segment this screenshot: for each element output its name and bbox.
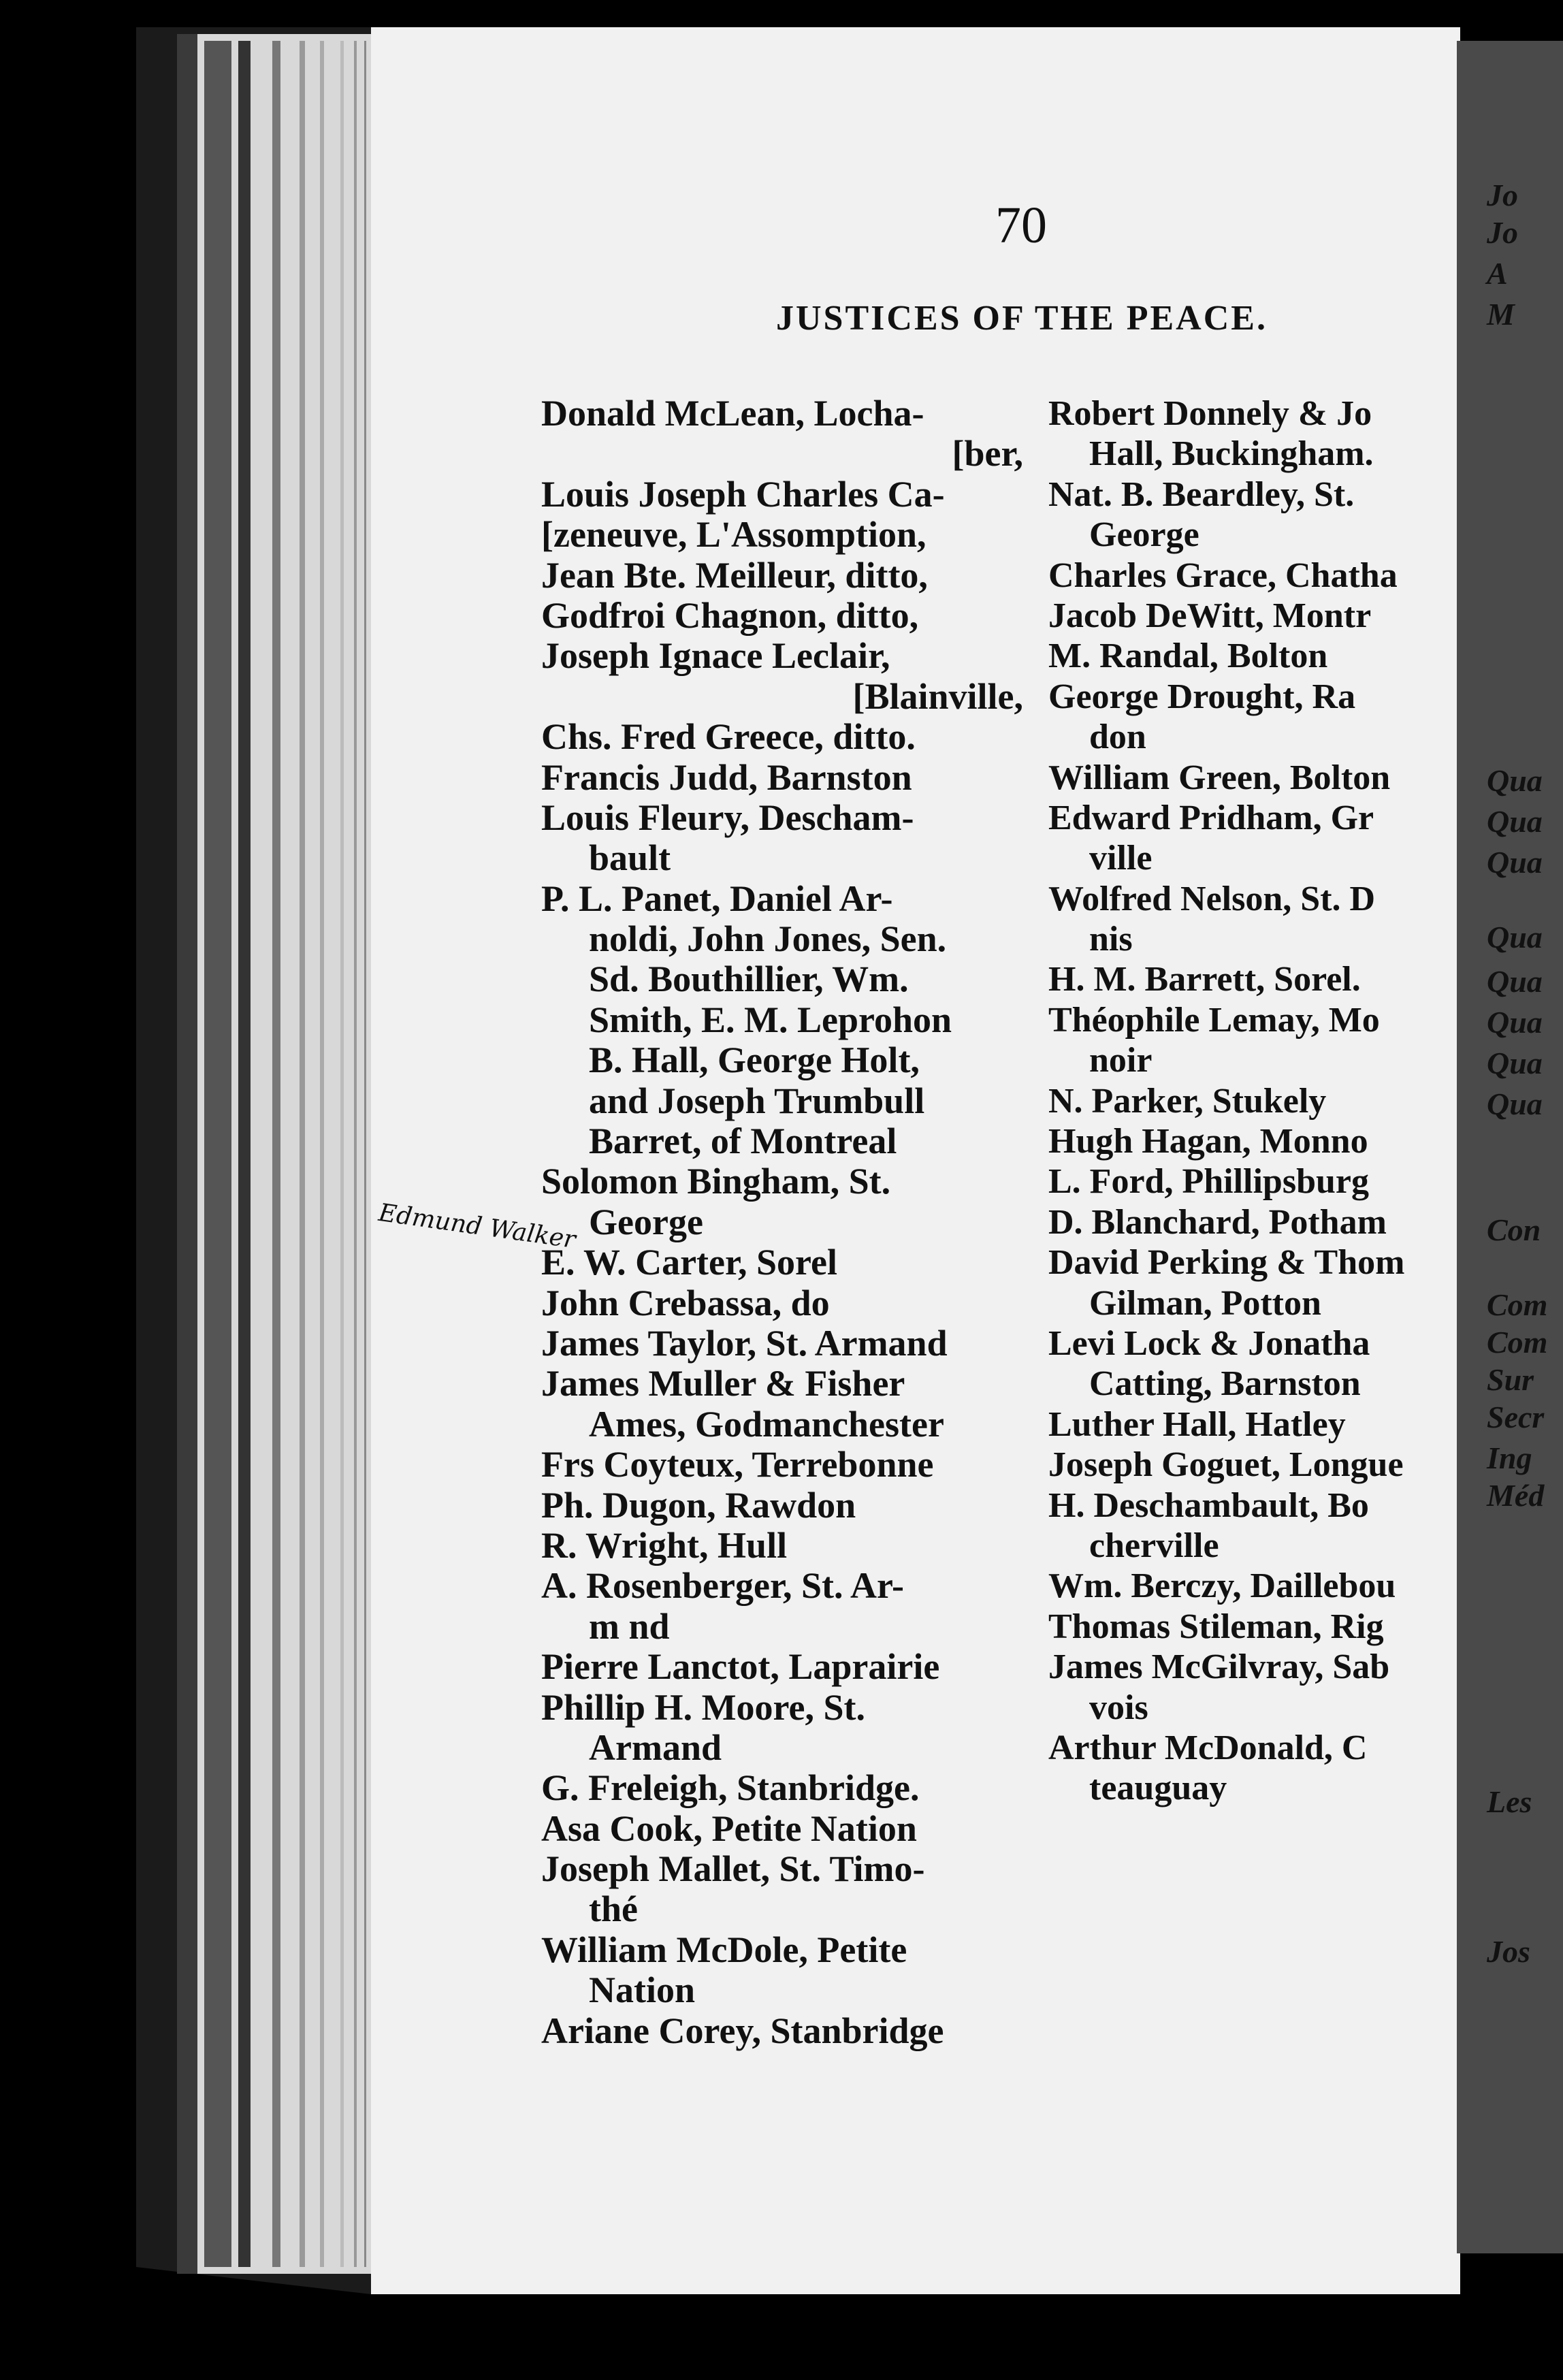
left-column-line: Godfroi Chagnon, ditto, [541,594,919,636]
right-column [1048,393,1457,1809]
right-column-line: George [1089,515,1199,555]
next-page-fragment: Jos [1487,1934,1530,1969]
right-column-line: David Perking & Thom [1048,1243,1405,1283]
left-column-line: Smith, E. M. Leprohon [589,999,952,1040]
next-page-fragment: Sur [1487,1362,1534,1397]
next-page-fragment: Qua [1487,1046,1543,1080]
right-column-line: D. Blanchard, Potham [1048,1202,1387,1242]
right-column-line: Levi Lock & Jonatha [1048,1323,1370,1363]
left-column-line: Chs. Fred Greece, ditto. [541,716,916,758]
right-column-line: L. Ford, Phillipsburg [1048,1162,1369,1202]
next-page-fragment: Méd [1487,1478,1545,1513]
next-page-fragment: Qua [1487,964,1543,999]
left-column-line: George [589,1201,703,1242]
right-column-line: Gilman, Potton [1089,1283,1321,1323]
left-column-line: Ames, Godmanchester [589,1403,944,1445]
right-column-line: H. Deschambault, Bo [1048,1485,1369,1525]
right-column-line: Edward Pridham, Gr [1048,798,1374,837]
left-column-line: R. Wright, Hull [541,1524,788,1566]
right-column-line: Hall, Buckingham. [1089,434,1374,474]
left-column-line: [ber, [952,433,1023,475]
left-column-line: noldi, John Jones, Sen. [589,918,947,960]
page-number: 70 [995,197,1047,254]
next-page-fragment: Qua [1487,804,1543,839]
adjacent-page-edge [1457,41,1563,2253]
right-column-line: George Drought, Ra [1048,677,1356,716]
left-column-line: Armand [589,1726,722,1768]
next-page-fragment: Jo [1487,215,1518,250]
handwritten-annotation: Edmund Walker [376,1198,578,1255]
next-page-fragment: Qua [1487,763,1543,798]
left-column-line: E. W. Carter, Sorel [541,1242,838,1283]
left-column-line: Joseph Ignace Leclair, [541,635,890,677]
page-edges [177,34,374,2274]
left-column-line: Jean Bte. Meilleur, ditto, [541,554,928,596]
right-column-line: nis [1089,920,1133,959]
next-page-fragment: Secr [1487,1400,1545,1434]
left-column-line: Asa Cook, Petite Nation [541,1807,917,1849]
left-column-line: thé [589,1888,638,1930]
right-column-line: Wolfred Nelson, St. D [1048,879,1376,918]
next-page-fragment: Com [1487,1325,1548,1360]
next-page-fragment: Ing [1487,1441,1532,1475]
left-column-line: [zeneuve, L'Assomption, [541,514,926,556]
right-column-line: ville [1089,839,1153,878]
left-column-line: bault [589,837,671,879]
left-column [541,393,1031,2051]
next-page-fragment: Jo [1487,178,1518,212]
right-column-line: Wm. Berczy, Daillebou [1048,1566,1396,1606]
next-page-fragment: Com [1487,1287,1548,1322]
left-column-line: Francis Judd, Barnston [541,756,912,798]
right-column-line: teauguay [1089,1769,1227,1808]
left-column-line: Solomon Bingham, St. [541,1161,891,1202]
next-page-fragment: M [1487,297,1515,332]
next-page-fragment: Les [1487,1784,1532,1819]
right-column-line: Jacob DeWitt, Montr [1048,596,1372,635]
left-column-line: Ariane Corey, Stanbridge [541,2010,944,2051]
right-column-line: Charles Grace, Chatha [1048,556,1398,595]
left-column-line: Louis Fleury, Descham- [541,797,914,838]
left-column-line: Sd. Bouthillier, Wm. [589,959,909,1000]
left-column-line: P. L. Panet, Daniel Ar- [541,878,893,919]
left-column-line: A. Rosenberger, St. Ar- [541,1565,904,1607]
next-page-fragment: Con [1487,1212,1541,1247]
right-column-line: Catting, Barnston [1089,1364,1361,1404]
right-column-line: Théophile Lemay, Mo [1048,1000,1380,1040]
left-column-line: B. Hall, George Holt, [589,1040,920,1081]
left-column-line: Nation [589,1969,696,2011]
next-page-fragment: Qua [1487,1087,1543,1121]
left-column-line: James Taylor, St. Armand [541,1322,948,1364]
right-column-line: H. M. Barrett, Sorel. [1048,960,1361,999]
next-page-fragment: Qua [1487,920,1543,954]
right-column-line: Joseph Goguet, Longue [1048,1445,1404,1485]
left-column-line: Joseph Mallet, St. Timo- [541,1848,925,1890]
left-column-line: Louis Joseph Charles Ca- [541,473,945,515]
left-column-line: John Crebassa, do [541,1282,830,1323]
right-column-line: James McGilvray, Sab [1048,1647,1390,1687]
right-column-line: Arthur McDonald, C [1048,1728,1368,1767]
right-column-line: noir [1089,1041,1153,1080]
left-column-line: and Joseph Trumbull [589,1080,925,1121]
right-column-line: vois [1089,1688,1148,1727]
left-column-line: m nd [589,1605,670,1647]
left-column-line: Frs Coyteux, Terrebonne [541,1444,934,1485]
next-page-fragment: A [1487,256,1508,291]
left-column-line: Pierre Lanctot, Laprairie [541,1646,940,1688]
left-column-line: James Muller & Fisher [541,1363,905,1404]
left-column-line: Ph. Dugon, Rawdon [541,1484,856,1526]
left-column-line: Donald McLean, Locha- [541,393,924,434]
left-column-line: Phillip H. Moore, St. [541,1686,866,1728]
left-column-line: William McDole, Petite [541,1929,907,1970]
right-column-line: Luther Hall, Hatley [1048,1404,1346,1444]
section-title: JUSTICES OF THE PEACE. [776,299,1268,338]
right-column-line: William Green, Bolton [1048,758,1391,797]
right-column-line: M. Randal, Bolton [1048,637,1328,676]
left-column-line: Barret, of Montreal [589,1121,897,1162]
right-column-line: Nat. B. Beardley, St. [1048,475,1355,514]
right-column-line: don [1089,718,1146,757]
right-column-line: cherville [1089,1526,1219,1565]
right-column-line: N. Parker, Stukely [1048,1081,1327,1121]
next-page-fragment: Qua [1487,845,1543,880]
left-column-line: G. Freleigh, Stanbridge. [541,1767,920,1809]
right-column-line: Robert Donnely & Jo [1048,394,1372,433]
right-column-line: Hugh Hagan, Monno [1048,1122,1368,1161]
next-page-fragment: Qua [1487,1005,1543,1040]
left-column-line: [Blainville, [852,675,1023,717]
right-column-line: Thomas Stileman, Rig [1048,1607,1384,1646]
